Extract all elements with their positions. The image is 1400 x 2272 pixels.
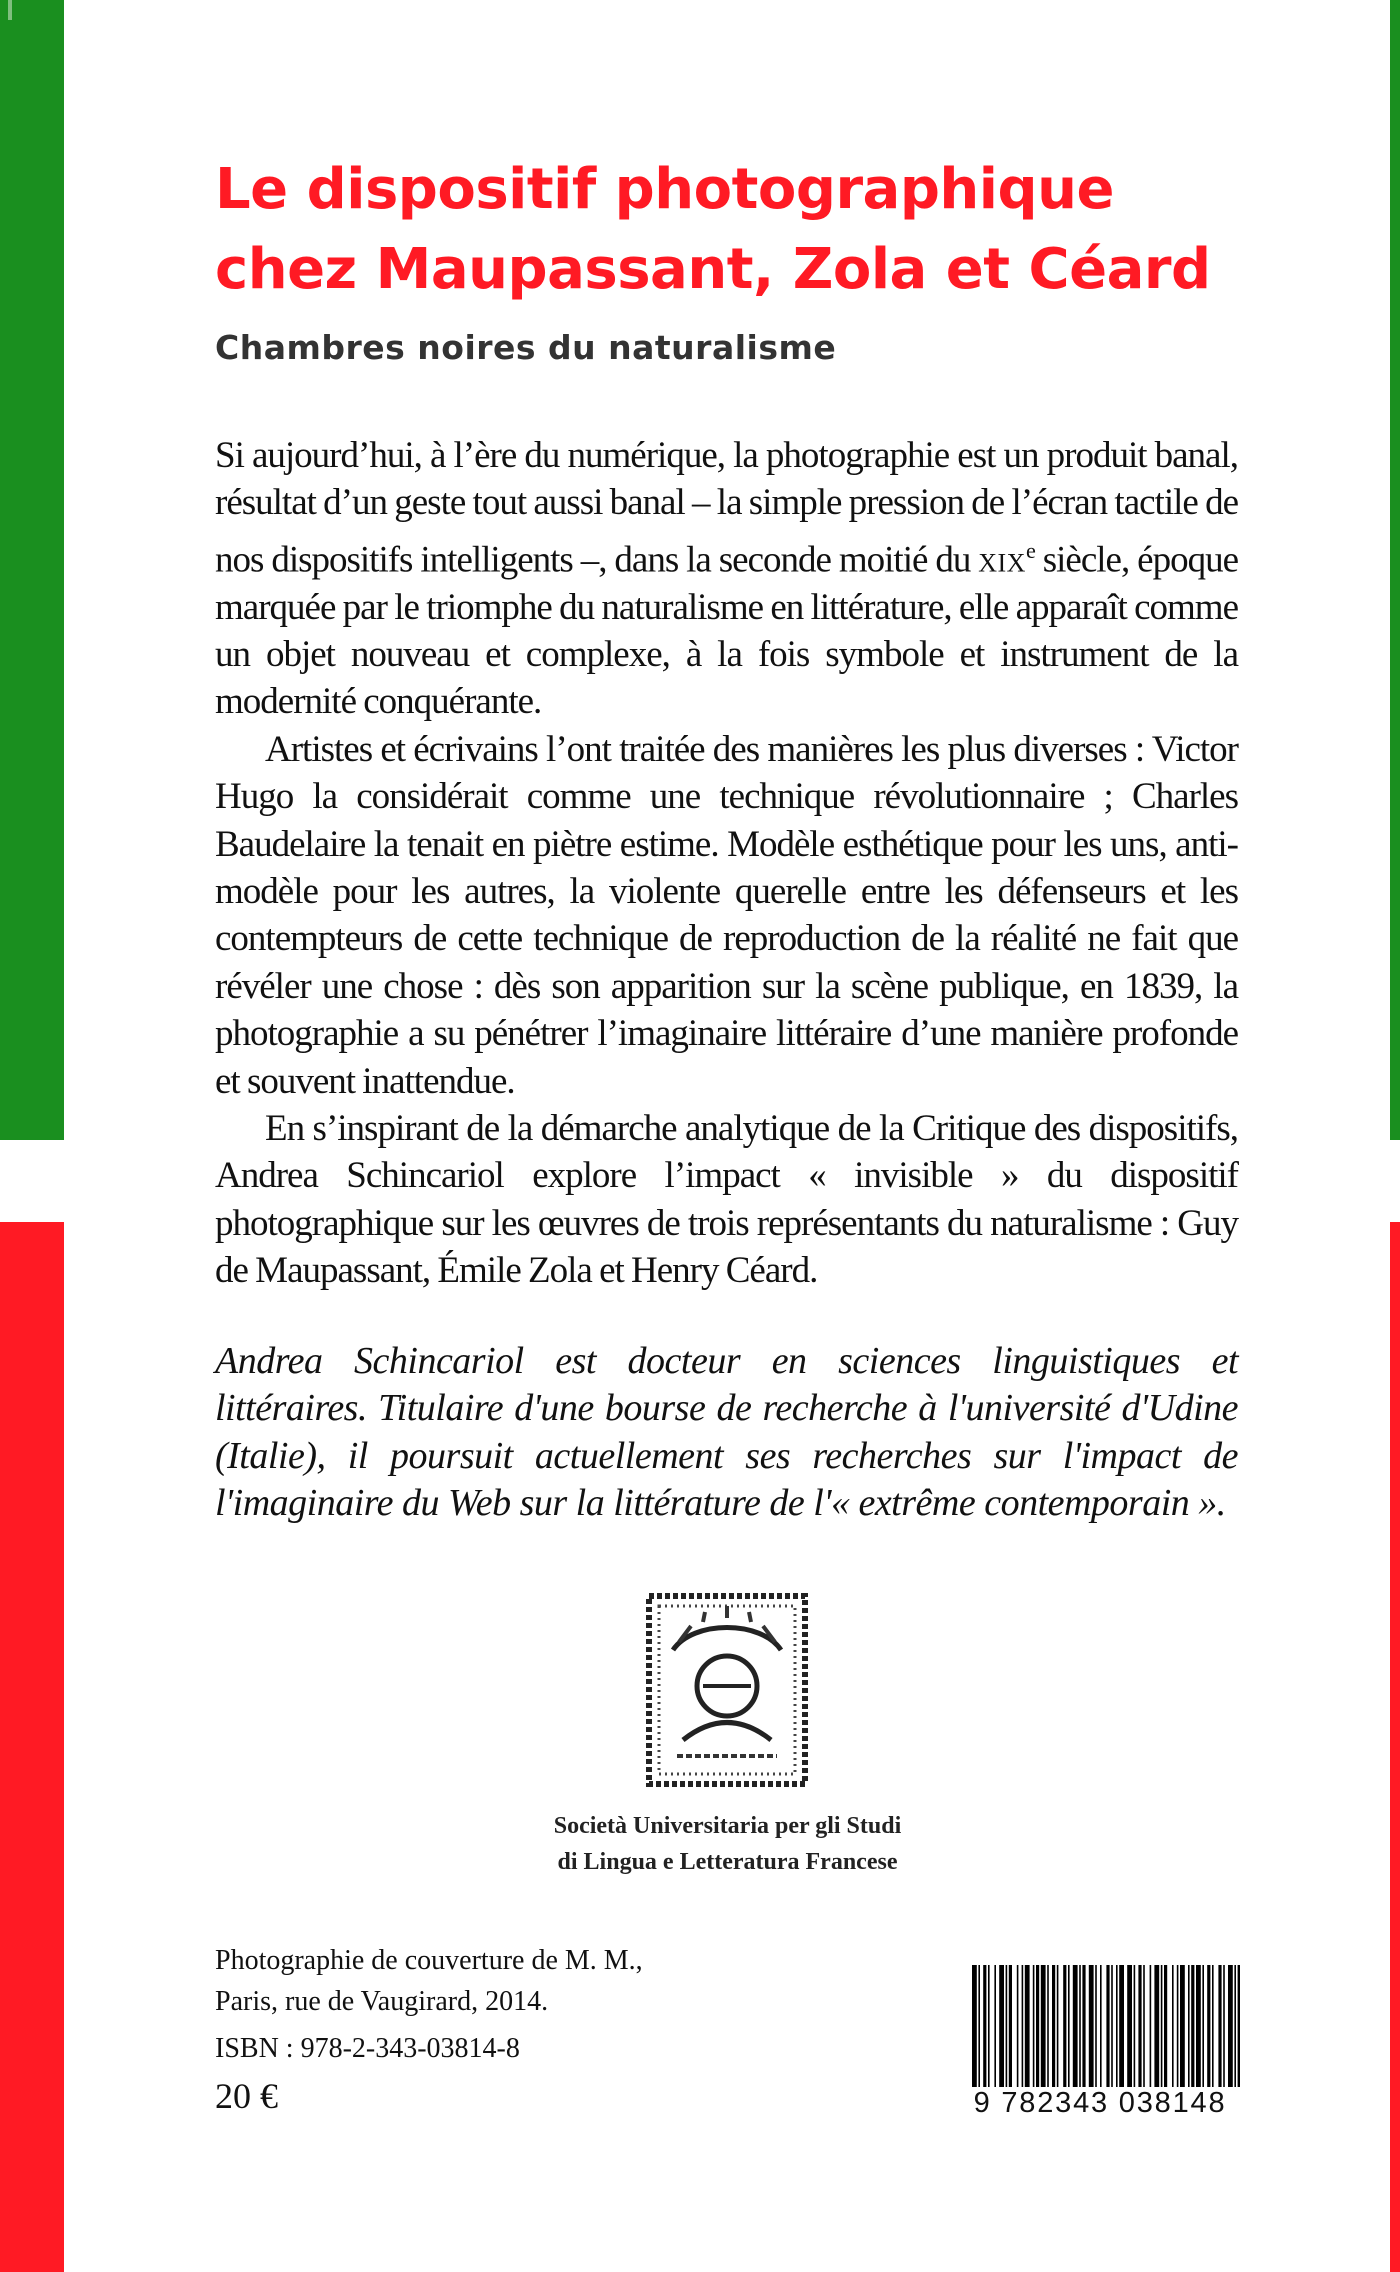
- blurb-p1-start: Si aujourd’hui, à l’ère du numérique, la photographie est un produit banal, résultat d’un geste tout aussi banal – la simple pression de l’écran tactile de nos dispositifs intelligents –, dans la seconde moitié du: [215, 435, 1238, 581]
- left-green-stripe: [0, 0, 64, 1140]
- blurb-p1-end: siècle, époque marquée par le triomphe du naturalisme en littérature, elle apparaît comme un objet nouveau et complexe, à la fois symbole et instrument de la modernité conquérante.: [215, 539, 1238, 723]
- crop-mark: [8, 0, 12, 20]
- book-title-line-1: Le dispositif photographique: [215, 157, 1114, 222]
- right-green-stripe: [1390, 0, 1400, 1140]
- photo-credit-line-1: Photographie de couverture de M. M.,: [215, 1945, 643, 1976]
- left-red-stripe: [0, 1222, 64, 2272]
- book-title: [215, 150, 1265, 310]
- blurb-century-sup: e: [1025, 537, 1035, 563]
- blurb-paragraph-2: Artistes et écrivains l’ont traitée des manières les plus diverses : Victor Hugo la considérait comme une technique révolutionnaire ; Charles Baudelaire la tenait en piètre estime. Modèle esthétique pour les uns, anti-modèle pour les autres, la violente querelle entre les défenseurs et les contempteurs de cette technique de reproduction de la réalité ne fait que révéler une chose : dès son apparition sur la scène publique, en 1839, la photographie a su pénétrer l’imaginaire littéraire d’une manière profonde et souvent inattendue.: [215, 728, 1238, 1102]
- barcode-number: 9 782343 038148: [955, 2087, 1245, 2120]
- publisher-line-2: di Lingua e Letteratura Francese: [557, 1849, 898, 1875]
- blurb-paragraph-1: [215, 432, 1238, 726]
- back-cover-blurb: [215, 432, 1238, 1295]
- photo-credit-line-2: Paris, rue de Vaugirard, 2014.: [215, 1986, 549, 2017]
- publisher-name: [440, 1808, 1015, 1880]
- publisher-line-1: Società Universitaria per gli Studi: [553, 1813, 902, 1839]
- price: 20 €: [215, 2076, 278, 2116]
- book-credits: [215, 1940, 815, 2119]
- society-emblem-icon: [643, 1590, 811, 1790]
- book-subtitle: Chambres noires du naturalisme: [215, 328, 837, 367]
- book-title-line-2: chez Maupassant, Zola et Céard: [215, 237, 1211, 302]
- right-red-stripe: [1390, 1222, 1400, 2272]
- blurb-century: xix: [978, 539, 1026, 581]
- isbn: ISBN : 978-2-343-03814-8: [215, 2033, 520, 2064]
- author-bio: Andrea Schincariol est docteur en sciences linguistiques et littéraires. Titulaire d'une bourse de recherche à l'université d'Udine (Italie), il poursuit actuellement ses recherches sur l'impact de l'imaginaire du Web sur la littérature de l'« extrême contemporain ».: [215, 1340, 1238, 1525]
- blurb-paragraph-3: En s’inspirant de la démarche analytique de la Critique des dispositifs, Andrea Schincariol explore l’impact « invisible » du dispositif photographique sur les œuvres de trois représentants du naturalisme : Guy de Maupassant, Émile Zola et Henry Céard.: [215, 1108, 1238, 1292]
